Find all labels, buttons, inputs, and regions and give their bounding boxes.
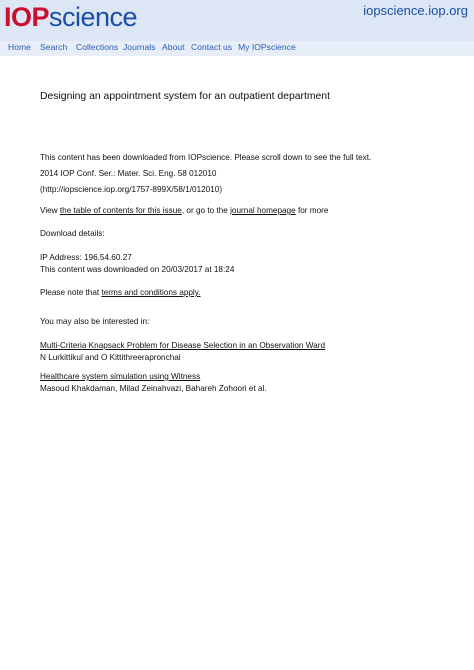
download-notice: This content has been downloaded from IOPscience. Please scroll down to see the full text. xyxy=(40,153,372,162)
citation: 2014 IOP Conf. Ser.: Mater. Sci. Eng. 58 012010 xyxy=(40,169,217,178)
nav-journals[interactable]: Journals xyxy=(123,42,156,52)
related-item-authors: Masoud Khakdaman, Milad Zeinahvazi, Bahareh Zohoori et al. xyxy=(40,384,267,393)
related-item-authors: N Lurkittikul and O Kittithreerapronchai xyxy=(40,353,181,362)
article-title: Designing an appointment system for an outpatient department xyxy=(40,91,330,102)
downloaded-on: This content was downloaded on 20/03/2017 at 18:24 xyxy=(40,265,235,274)
site-header xyxy=(0,0,474,41)
related-item-title[interactable]: Multi-Criteria Knapsack Problem for Disease Selection in an Observation Ward xyxy=(40,341,326,350)
view-middle: , or go to the xyxy=(181,206,231,215)
nav-about[interactable]: About xyxy=(162,42,185,52)
related-item-title[interactable]: Healthcare system simulation using Witness xyxy=(40,372,201,381)
site-url-link[interactable]: iopscience.iop.org xyxy=(363,3,468,18)
related-heading: You may also be interested in: xyxy=(40,317,150,326)
doi-url: (http://iopscience.iop.org/1757-899X/58/1/012010) xyxy=(40,185,223,194)
nav-my-iopscience[interactable]: My IOPscience xyxy=(238,42,296,52)
view-suffix: for more xyxy=(295,206,329,215)
terms-prefix: Please note that xyxy=(40,288,102,297)
ip-address: IP Address: 196.54.60.27 xyxy=(40,253,132,262)
nav-contact-us[interactable]: Contact us xyxy=(191,42,233,52)
nav-collections[interactable]: Collections xyxy=(76,42,119,52)
terms-line xyxy=(40,288,201,297)
view-more-line xyxy=(40,206,328,215)
terms-link[interactable]: terms and conditions apply. xyxy=(101,288,201,297)
download-details-label: Download details: xyxy=(40,229,105,238)
iopscience-logo[interactable] xyxy=(4,1,137,33)
nav-home[interactable]: Home xyxy=(8,42,31,52)
view-prefix: View xyxy=(40,206,60,215)
journal-homepage-link[interactable]: journal homepage xyxy=(230,206,296,215)
nav-search[interactable]: Search xyxy=(40,42,68,52)
logo-science-text: science xyxy=(49,2,138,32)
nav-bar xyxy=(0,41,474,56)
logo-iop-text: IOP xyxy=(4,2,50,32)
toc-link[interactable]: the table of contents for this issue xyxy=(59,206,182,215)
